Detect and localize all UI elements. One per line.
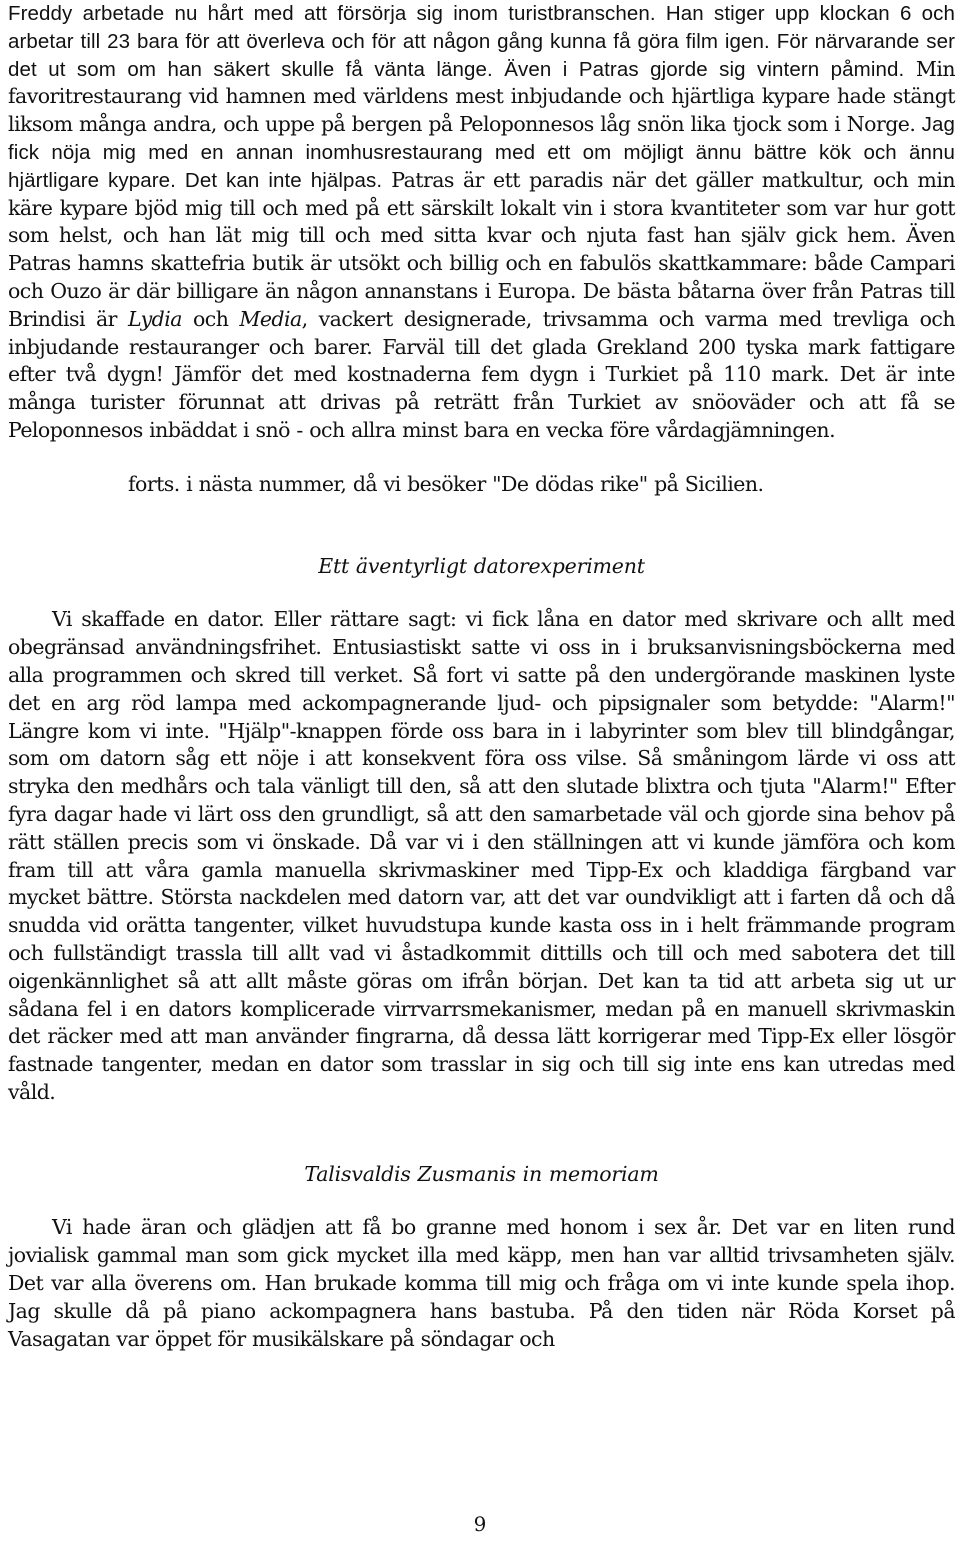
article-travel-paragraph (8, 0, 955, 445)
conjunction-text: och (181, 306, 240, 331)
article-computer-paragraph (8, 606, 955, 1106)
memoriam-body-text: Vi hade äran och glädjen att få bo granne med honom i sex år. Det var en liten rund jovialisk gammal man som gick mycket illa med käpp, men han var alltid trivsamheten själv. Det var alla överens om. Han brukade komma till mig och fråga om vi inte kunde spela ihop. Jag skulle då på piano ackompagnera hans bastuba. På den tiden när Röda Korset på Vasagatan var öppet för musikälskare på söndagar och (8, 1215, 955, 1351)
continued-note: forts. i nästa nummer, då vi besöker "De dödas rike" på Sicilien. (128, 471, 764, 496)
travel-text-serif-1: Min favoritrestaurang vid hamnen med världens mest inbjudande och hjärtliga kypare hade stängt liksom många andra, och uppe på bergen på Peloponnesos låg snön lika tjock som i Norge. (8, 56, 955, 137)
article-memoriam-paragraph (8, 1214, 955, 1353)
article-heading-computer: Ett äventyrligt datorexperiment (318, 553, 645, 578)
ship-name-lydia: Lydia (127, 306, 182, 331)
computer-body-text: Vi skaffade en dator. Eller rättare sagt: vi fick låna en dator med skrivare och allt med obegränsad användningsfrihet. Entusiastiskt satte vi oss in i bruksanvisningsböckerna med alla programmen och skred till verket. Så fort vi satte på den undergörande maskinen lyste det en arg röd lampa med ackompagnerande ljud- och pipsignaler som betydde: "Alarm!" Längre kom vi inte. "Hjälp"-knappen förde oss bara in i labyrinter som blev till blindgångar, som om datorn såg ett nöje i att konsekvent föra oss vilse. Så småningom lärde vi oss att stryka den medhårs och tala vänligt till den, så att den slutade blixtra och tjuta "Alarm!" Efter fyra dagar hade vi lärt oss den grundligt, så att den samarbetade väl och gjorde sina behov på rätt ställen precis som vi önskade. Då var vi i den ställningen att vi kunde jämföra och kom fram till att våra gamla manuella skrivmaskiner med Tipp-Ex och kladdiga färgband var mycket bättre. Största nackdelen med datorn var, att det var oundvikligt att i farten då och då snudda vid orätta tangenter, vilket huvudstupa kunde kasta oss in i helt främmande program och fullständigt trassla till allt vad vi åstadkommit dittills och till och med sabotera det till oigenkännlighet så att allt måste göras om ifrån början. Det kan ta tid att arbeta sig ut ur sådana fel i en dators komplicerade virrvarrsmekanismer, medan på en manuell skrivmaskin det räcker med att man använder fingrarna, då dessa lätt korrigerar med Tipp-Ex eller lösgör fastnade tangenter, medan en dator som trasslar in sig och till sig inte ens kan utredas med våld. (8, 607, 955, 1104)
page-number: 9 (473, 1512, 487, 1536)
article-heading-memoriam: Talisvaldis Zusmanis in memoriam (304, 1161, 659, 1186)
travel-text-sans-mid: Jag fick nöja mig med en annan inomhusrestaurang med ett om möjligt ännu bättre kök och ännu hjärtligare kypare. Det kan inte hjälpas. (8, 113, 955, 192)
travel-text-sans-opening: Freddy arbetade nu hårt med att försörja sig inom turistbranschen. Han stiger upp klockan 6 och arbetar till 23 bara för att överleva och för att någon gång kunna få göra film igen. För närvarande ser det ut som om han säkert skulle få vänta länge. Även i Patras gjorde sig vintern påmind. (8, 2, 955, 81)
travel-text-serif-3: , vackert designerade, trivsamma och varma med trevliga och inbjudande restauranger och barer. Farväl till det glada Grekland 200 tyska mark fattigare efter två dygn! Jämför det med kostnaderna fem dygn i Turkiet på 110 mark. Det är inte många turister förunnat att drivas på reträtt från Turkiet av snöoväder och att få se Peloponnesos inbäddat i snö - och allra minst bara en vecka före vårdagjämningen. (8, 306, 955, 442)
document-page (8, 0, 955, 1353)
indent-spacer (8, 607, 52, 631)
travel-text-serif-2: Patras är ett paradis när det gäller matkultur, och min käre kypare bjöd mig till och med på ett särskilt lokalt vin i stora kvantiteter som var hur gott som helst, och han lät mig till och med sitta kvar och njuta fast han själv gick hem. Även Patras hamns skattefria butik är utsökt och billig och en fabulös skattkammare: både Campari och Ouzo är där billigare än någon annanstans i Europa. De bästa båtarna över från Patras till Brindisi är (8, 167, 955, 331)
indent-spacer (8, 1215, 52, 1239)
ship-name-media: Media (239, 306, 302, 331)
